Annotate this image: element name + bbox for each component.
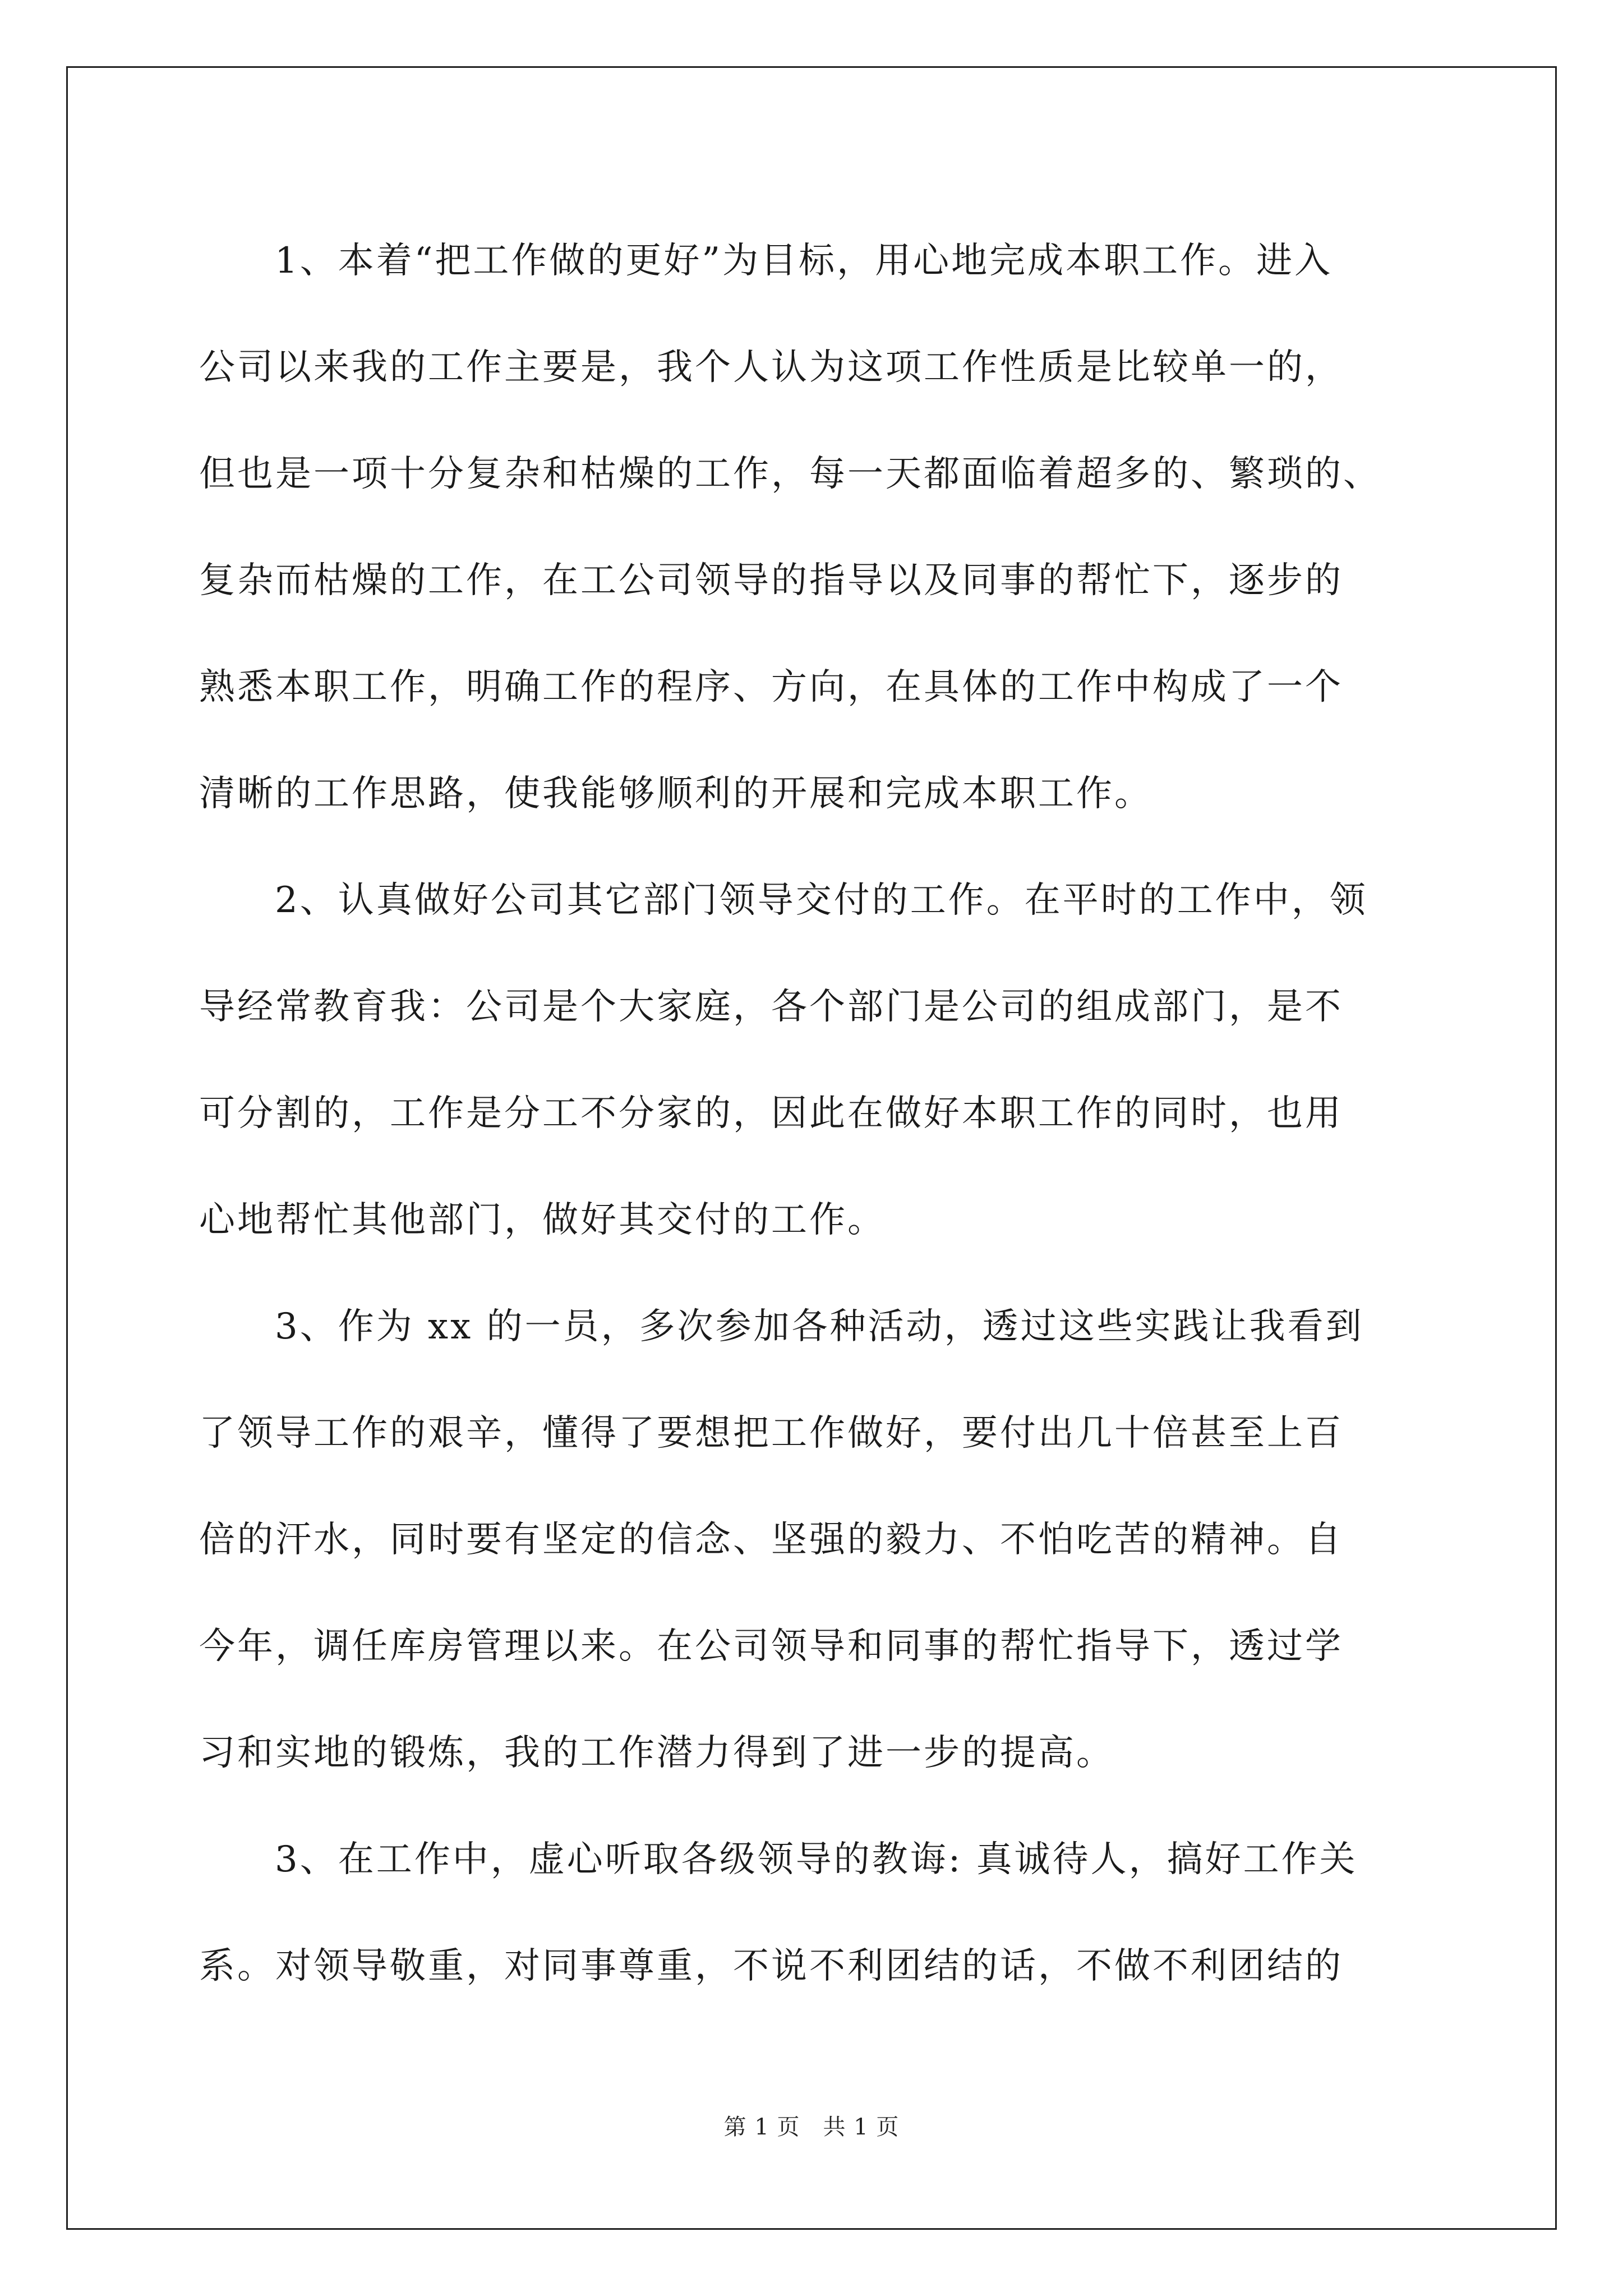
text-line: 熟悉本职工作，明确工作的程序、方向，在具体的工作中构成了一个: [199, 666, 1343, 708]
page-footer: 第 1 页 共 1 页: [723, 2114, 900, 2140]
text-line: 心地帮忙其他部门，做好其交付的工作。: [199, 1199, 886, 1241]
text-line: 倍的汗水，同时要有坚定的信念、坚强的毅力、不怕吃苦的精神。自: [199, 1519, 1343, 1561]
text-line: 2、认真做好公司其它部门领导交付的工作。在平时的工作中，领: [275, 880, 1368, 921]
text-line: 清晰的工作思路，使我能够顺利的开展和完成本职工作。: [199, 773, 1152, 815]
text-line: 3、在工作中，虚心听取各级领导的教诲: 真诚待人，搞好工作关: [275, 1839, 1358, 1880]
text-line: 1、本着“把工作做的更好”为目标，用心地完成本职工作。进入: [275, 240, 1333, 282]
document-body: [199, 208, 1433, 2019]
text-line: 但也是一项十分复杂和枯燥的工作，每一天都面临着超多的、繁琐的、: [199, 453, 1381, 495]
text-line: 今年，调任库房管理以来。在公司领导和同事的帮忙指导下，透过学: [199, 1626, 1343, 1667]
text-line: 可分割的，工作是分工不分家的，因此在做好本职工作的同时，也用: [199, 1093, 1343, 1134]
text-line: 了领导工作的艰辛，懂得了要想把工作做好，要付出几十倍甚至上百: [199, 1412, 1343, 1454]
text-line: 导经常教育我：公司是个大家庭，各个部门是公司的组成部门，是不: [199, 986, 1343, 1028]
text-line: 复杂而枯燥的工作，在工公司领导的指导以及同事的帮忙下，逐步的: [199, 560, 1343, 601]
text-line: 系。对领导敬重，对同事尊重，不说不利团结的话，不做不利团结的: [199, 1945, 1343, 1987]
text-line: 3、作为 xx 的一员，多次参加各种活动，透过这些实践让我看到: [275, 1306, 1364, 1347]
text-line: 公司以来我的工作主要是，我个人认为这项工作性质是比较单一的，: [199, 347, 1343, 388]
text-line: 习和实地的锻炼，我的工作潜力得到了进一步的提高。: [199, 1732, 1114, 1774]
